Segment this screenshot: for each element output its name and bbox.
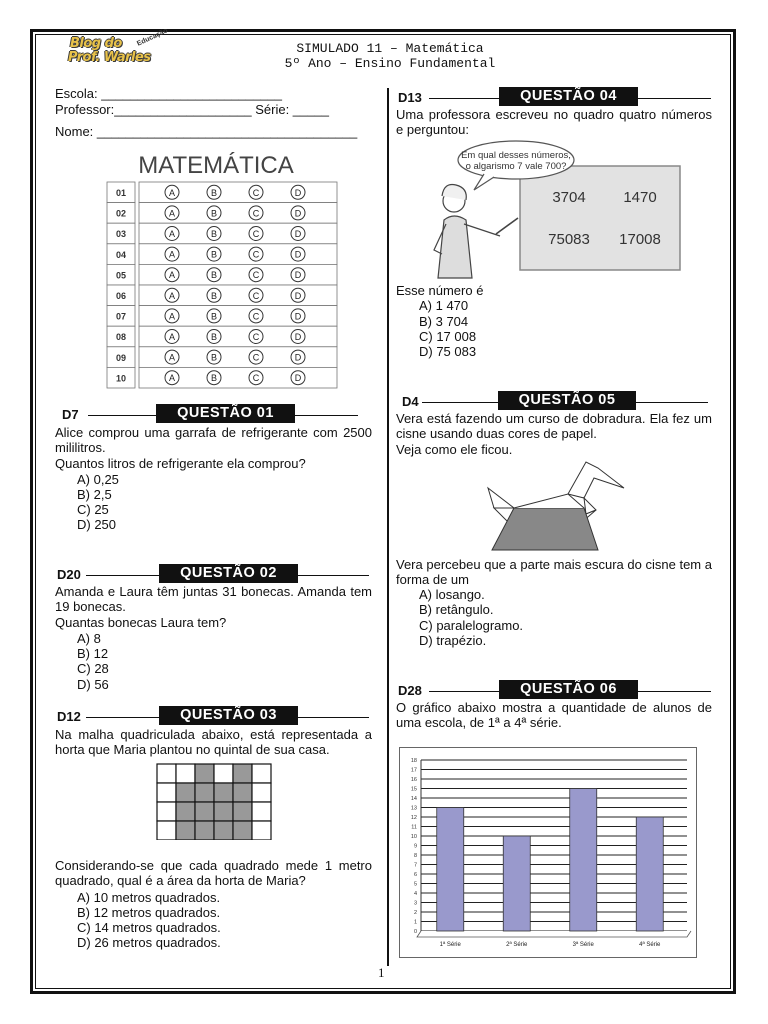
- y-tick-label: 8: [413, 853, 417, 859]
- grid-square: [176, 821, 195, 840]
- grid-square: [195, 802, 214, 821]
- q01-badge: QUESTÃO 01: [156, 404, 295, 423]
- q03-question: Considerando-se que cada quadrado mede 1 metro quadrado, qual é a área da horta de Maria?: [55, 858, 372, 888]
- bubble-label: C: [252, 290, 260, 301]
- sheet-row-number: 07: [115, 311, 127, 322]
- teacher-figure: [434, 184, 518, 278]
- bubble-label: D: [294, 311, 302, 322]
- q04-option-a: A) 1 470: [419, 298, 469, 313]
- q02-descriptor: D20: [57, 567, 81, 582]
- q02-badge: QUESTÃO 02: [159, 564, 298, 583]
- bubble-label: D: [294, 229, 302, 239]
- grid-square: [252, 764, 271, 783]
- bubble-label: B: [210, 352, 218, 363]
- q04-option-d: D) 75 083: [419, 344, 477, 359]
- bubble-label: A: [168, 208, 176, 219]
- bubble-label: A: [168, 373, 176, 384]
- grid-square: [176, 783, 195, 802]
- grid-square: [157, 783, 176, 802]
- grid-square: [214, 821, 233, 840]
- speech-text-line2: o algarismo 7 vale 700?: [465, 161, 567, 172]
- q02-header: [57, 564, 371, 584]
- bubble-label: B: [210, 249, 218, 260]
- q01-question: Quantos litros de refrigerante ela comprou?: [55, 456, 306, 471]
- q02-stem: Amanda e Laura têm juntas 31 bonecas. Amanda tem 19 bonecas.: [55, 584, 372, 614]
- students-bar-chart: [399, 747, 697, 958]
- q05-badge: QUESTÃO 05: [498, 391, 636, 410]
- q01-option-b: B) 2,5: [77, 487, 112, 502]
- x-tick-label: 3ª Série: [572, 942, 594, 948]
- grid-square: [176, 764, 195, 783]
- board-number-4: 17008: [619, 231, 661, 248]
- bubble-label: C: [252, 311, 260, 322]
- x-tick-label: 2ª Série: [506, 942, 528, 948]
- q05-option-d: D) trapézio.: [419, 633, 487, 648]
- speech-text-line1: Em qual desses números,: [461, 150, 571, 161]
- board-number-2: 1470: [623, 189, 657, 206]
- bubble-label: A: [168, 187, 176, 198]
- y-tick-label: 15: [410, 786, 417, 793]
- q03-option-a: A) 10 metros quadrados.: [77, 890, 221, 905]
- chalkboard: [520, 166, 680, 270]
- bubble-label: D: [294, 249, 302, 260]
- q04-stem: Uma professora escreveu no quadro quatro números e perguntou:: [396, 107, 712, 137]
- answer-grid: [107, 182, 337, 388]
- bubble-label: A: [168, 249, 176, 260]
- bubble-label: C: [252, 187, 260, 198]
- board-number-3: 75083: [548, 231, 590, 248]
- grid-square: [233, 764, 252, 783]
- q05-question: Vera percebeu que a parte mais escura do cisne tem a forma de um: [396, 557, 712, 587]
- q01-stem: Alice comprou uma garrafa de refrigerante com 2500 mililitros.: [55, 425, 372, 455]
- bubble-label: A: [168, 290, 176, 301]
- y-tick-label: 4: [413, 891, 417, 897]
- bubble-label: B: [210, 229, 218, 239]
- grid-garden-figure: [156, 763, 272, 840]
- q06-descriptor: D28: [398, 683, 422, 698]
- y-tick-label: 18: [410, 758, 417, 764]
- q06-header: [398, 680, 712, 700]
- grid-square: [157, 802, 176, 821]
- bubble-label: C: [252, 270, 260, 281]
- grid-square: [176, 802, 195, 821]
- bubble-label: D: [294, 352, 302, 363]
- bubble-label: B: [210, 208, 218, 219]
- q03-badge: QUESTÃO 03: [159, 706, 298, 725]
- page-number: 1: [378, 965, 385, 980]
- bubble-label: B: [210, 290, 218, 301]
- bubble-label: D: [294, 373, 302, 384]
- grid-square: [157, 764, 176, 783]
- bubble-label: A: [168, 352, 176, 363]
- bar-2: [503, 836, 530, 931]
- grid-square: [233, 802, 252, 821]
- bubble-label: C: [252, 208, 260, 219]
- q03-option-d: D) 26 metros quadrados.: [77, 935, 221, 950]
- board-number-1: 3704: [552, 189, 586, 206]
- q04-option-c: C) 17 008: [419, 329, 477, 344]
- bubble-label: D: [294, 270, 302, 281]
- education-badge: Educação: [136, 27, 170, 48]
- q05-option-b: B) retângulo.: [419, 602, 494, 617]
- sheet-row-number: 08: [115, 332, 127, 343]
- bar-4: [636, 817, 663, 931]
- grid-square: [195, 821, 214, 840]
- q05-stem: Vera está fazendo um curso de dobradura. Ela fez um cisne usando duas cores de papel.: [396, 411, 712, 441]
- q04-option-b: B) 3 704: [419, 314, 469, 329]
- grid-square: [214, 802, 233, 821]
- q05-stem-cont: Veja como ele ficou.: [396, 442, 513, 457]
- y-tick-label: 17: [410, 767, 417, 774]
- sheet-row-number: 06: [115, 291, 127, 301]
- bubble-label: D: [294, 332, 302, 342]
- y-tick-label: 6: [413, 872, 417, 878]
- q05-header: [402, 391, 708, 411]
- exam-subtitle: 5º Ano – Ensino Fundamental: [284, 56, 496, 71]
- y-tick-label: 3: [413, 900, 417, 907]
- q02-option-c: C) 28: [77, 661, 109, 676]
- y-tick-label: 11: [411, 824, 417, 831]
- bubble-label: D: [294, 208, 302, 219]
- bubble-label: C: [252, 249, 260, 260]
- y-tick-label: 0: [413, 929, 417, 935]
- bar-3: [570, 789, 597, 932]
- bubble-label: B: [210, 311, 218, 322]
- q02-option-b: B) 12: [77, 646, 109, 661]
- y-tick-label: 7: [413, 862, 417, 869]
- q05-option-c: C) paralelogramo.: [419, 618, 524, 633]
- bar-1: [437, 808, 464, 932]
- bubble-label: C: [252, 373, 260, 384]
- q02-option-d: D) 56: [77, 677, 109, 692]
- sheet-row-number: 04: [115, 249, 127, 260]
- y-tick-label: 13: [410, 805, 417, 812]
- sheet-row-number: 05: [115, 270, 127, 281]
- q03-option-c: C) 14 metros quadrados.: [77, 920, 221, 935]
- bubble-label: B: [210, 187, 218, 198]
- grid-square: [252, 802, 271, 821]
- swan-origami-figure: [486, 458, 628, 554]
- grid-square: [195, 764, 214, 783]
- q01-descriptor: D7: [62, 407, 79, 422]
- y-tick-label: 16: [410, 777, 417, 783]
- q01-option-a: A) 0,25: [77, 472, 119, 487]
- chart-floor: [417, 931, 691, 937]
- bubble-label: A: [168, 229, 176, 239]
- grid-square: [195, 783, 214, 802]
- q02-option-a: A) 8: [77, 631, 101, 646]
- q03-option-b: B) 12 metros quadrados.: [77, 905, 221, 920]
- grid-square: [252, 783, 271, 802]
- bubble-label: A: [168, 311, 176, 322]
- y-tick-label: 5: [413, 881, 417, 888]
- teacher-board-illustration: [424, 138, 686, 280]
- name-field: Nome: ____________________________________: [55, 124, 358, 139]
- y-tick-label: 12: [410, 815, 417, 821]
- bubble-label: A: [168, 332, 176, 342]
- answer-sheet: [104, 146, 344, 392]
- exam-title: SIMULADO 11 – Matemática: [296, 41, 484, 56]
- bubble-label: B: [210, 270, 218, 281]
- answer-sheet-title: MATEMÁTICA: [138, 152, 294, 179]
- page-title: [200, 41, 580, 71]
- bubble-label: C: [252, 352, 260, 363]
- y-tick-label: 1: [413, 919, 417, 926]
- bubble-label: C: [252, 229, 260, 239]
- q01-header: [62, 404, 366, 424]
- sheet-row-number: 02: [115, 208, 127, 219]
- q02-question: Quantas bonecas Laura tem?: [55, 615, 227, 630]
- q04-badge: QUESTÃO 04: [499, 87, 638, 106]
- q03-descriptor: D12: [57, 709, 81, 724]
- sheet-row-number: 10: [115, 373, 127, 384]
- column-divider: [387, 88, 389, 966]
- q04-question: Esse número é: [396, 283, 484, 298]
- bubble-label: C: [252, 332, 260, 342]
- grid-square: [233, 783, 252, 802]
- grid-square: [214, 764, 233, 783]
- q03-stem: Na malha quadriculada abaixo, está representada a horta que Maria plantou no quintal de sua casa.: [55, 727, 372, 757]
- bubble-label: D: [294, 290, 302, 301]
- q03-header: [57, 706, 371, 726]
- bubble-label: A: [168, 270, 176, 281]
- q06-stem: O gráfico abaixo mostra a quantidade de alunos de uma escola, de 1ª a 4ª série.: [396, 700, 712, 730]
- q05-option-a: A) losango.: [419, 587, 485, 602]
- grid-square: [157, 821, 176, 840]
- sheet-row-number: 03: [115, 229, 127, 240]
- x-tick-label: 4ª Série: [639, 942, 661, 948]
- x-tick-label: 1ª Série: [439, 942, 461, 948]
- sheet-row-number: 09: [115, 352, 127, 363]
- blog-logo: Blog do Prof. Warles Educação: [68, 27, 170, 65]
- q05-descriptor: D4: [402, 394, 419, 409]
- bubble-label: B: [210, 373, 218, 384]
- y-tick-label: 9: [413, 843, 417, 850]
- q01-option-d: D) 250: [77, 517, 117, 532]
- y-tick-label: 2: [413, 910, 417, 916]
- q06-badge: QUESTÃO 06: [499, 680, 638, 699]
- q04-header: [398, 87, 712, 107]
- grid-square: [214, 783, 233, 802]
- grid-square: [233, 821, 252, 840]
- y-tick-label: 14: [410, 796, 417, 802]
- sheet-row-number: 01: [115, 188, 127, 198]
- grid-square: [252, 821, 271, 840]
- school-field: Escola: _________________________: [55, 86, 282, 101]
- q01-option-c: C) 25: [77, 502, 109, 517]
- y-tick-label: 10: [410, 834, 417, 840]
- bubble-label: B: [210, 332, 218, 342]
- bubble-label: D: [294, 187, 302, 198]
- teacher-field: Professor:___________________ Série: _____: [55, 102, 329, 117]
- q04-descriptor: D13: [398, 90, 422, 105]
